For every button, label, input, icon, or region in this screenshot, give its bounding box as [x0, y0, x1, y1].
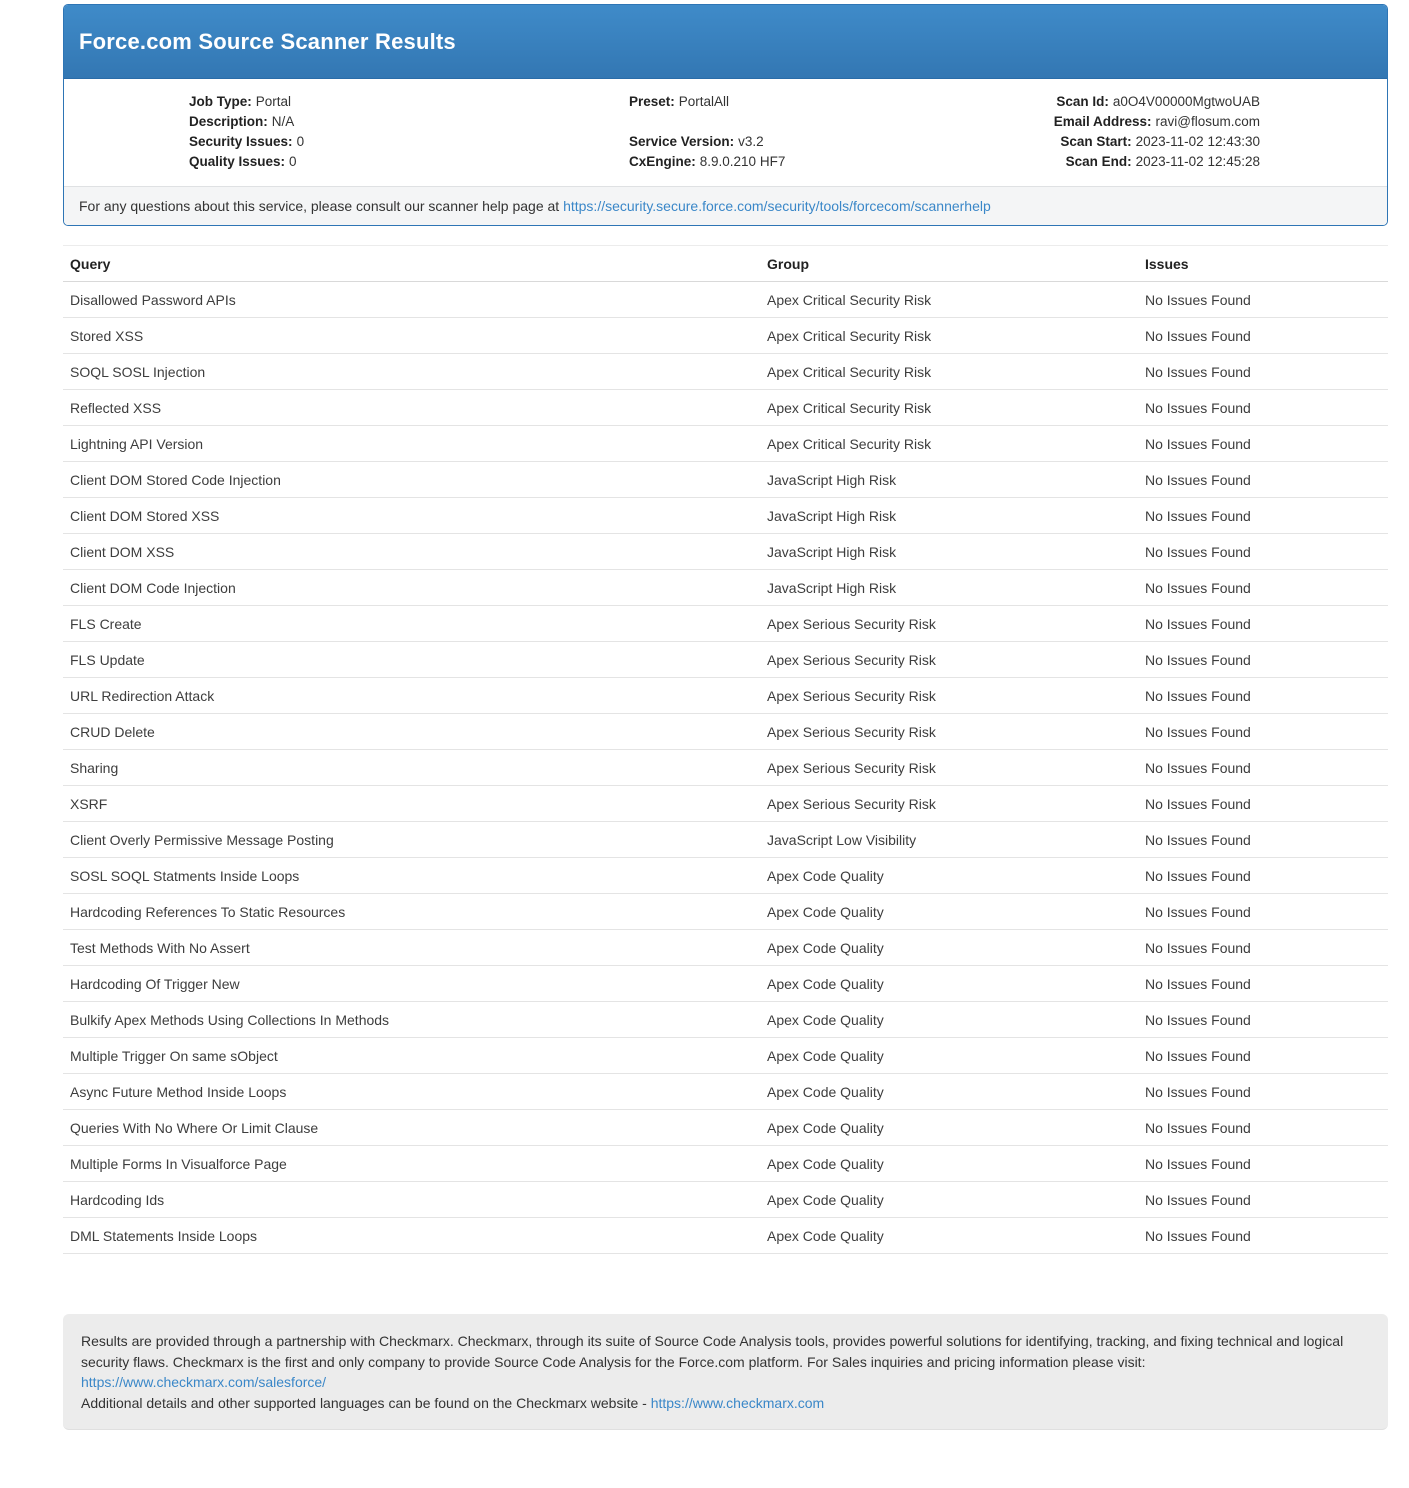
group-cell: Apex Critical Security Risk — [760, 318, 1138, 354]
group-cell: Apex Code Quality — [760, 1218, 1138, 1254]
table-row — [63, 1002, 1388, 1038]
help-note-text: For any questions about this service, please consult our scanner help page at — [79, 198, 564, 214]
meta-line — [629, 152, 1054, 172]
group-cell: Apex Serious Security Risk — [760, 786, 1138, 822]
query-cell: Hardcoding Ids — [63, 1182, 760, 1218]
group-cell: JavaScript High Risk — [760, 534, 1138, 570]
meta-value: 0 — [289, 154, 297, 169]
query-cell: Reflected XSS — [63, 390, 760, 426]
table-row — [63, 498, 1388, 534]
table-row — [63, 606, 1388, 642]
issues-cell: No Issues Found — [1138, 570, 1388, 606]
group-cell: Apex Serious Security Risk — [760, 606, 1138, 642]
panel-header — [64, 5, 1387, 79]
group-cell: Apex Code Quality — [760, 1002, 1138, 1038]
group-cell: Apex Serious Security Risk — [760, 642, 1138, 678]
checkmarx-paragraph-text: Results are provided through a partnership with Checkmarx. Checkmarx, through its suite of Source Code Analysis tools, provides powerful solutions for identifying, tracking, and fixing technical and logical security flaws. Checkmarx is the first and only company to provide Source Code Analysis for the Force.com platform. For Sales inquiries and pricing information please visit: — [81, 1333, 1344, 1370]
table-row — [63, 930, 1388, 966]
query-cell: XSRF — [63, 786, 760, 822]
query-cell: SOSL SOQL Statments Inside Loops — [63, 858, 760, 894]
group-cell: Apex Code Quality — [760, 858, 1138, 894]
help-note — [64, 186, 1387, 225]
issues-cell: No Issues Found — [1138, 858, 1388, 894]
query-cell: Multiple Trigger On same sObject — [63, 1038, 760, 1074]
meta-label: Service Version: — [629, 134, 735, 149]
issues-cell: No Issues Found — [1138, 894, 1388, 930]
issues-cell: No Issues Found — [1138, 462, 1388, 498]
meta-label: Scan End: — [1065, 154, 1132, 169]
issues-cell: No Issues Found — [1138, 822, 1388, 858]
meta-value: 2023-11-02 12:45:28 — [1135, 154, 1260, 169]
table-body — [63, 282, 1388, 1254]
query-cell: URL Redirection Attack — [63, 678, 760, 714]
meta-value: 2023-11-02 12:43:30 — [1135, 134, 1260, 149]
query-cell: Hardcoding Of Trigger New — [63, 966, 760, 1002]
meta-label: Preset: — [629, 94, 675, 109]
query-cell: Lightning API Version — [63, 426, 760, 462]
query-cell: Multiple Forms In Visualforce Page — [63, 1146, 760, 1182]
query-cell: Sharing — [63, 750, 760, 786]
meta-line — [1054, 152, 1260, 172]
issues-cell: No Issues Found — [1138, 390, 1388, 426]
meta-label: Security Issues: — [189, 134, 293, 149]
table-row — [63, 966, 1388, 1002]
issues-cell: No Issues Found — [1138, 714, 1388, 750]
table-row — [63, 1146, 1388, 1182]
issues-cell: No Issues Found — [1138, 750, 1388, 786]
table-row — [63, 750, 1388, 786]
table-row — [63, 1074, 1388, 1110]
issues-cell: No Issues Found — [1138, 1038, 1388, 1074]
meta-line — [189, 152, 629, 172]
meta-label: Job Type: — [189, 94, 252, 109]
query-cell: Client Overly Permissive Message Posting — [63, 822, 760, 858]
group-cell: Apex Critical Security Risk — [760, 426, 1138, 462]
checkmarx-site-link[interactable]: https://www.checkmarx.com — [650, 1394, 825, 1411]
group-cell: JavaScript Low Visibility — [760, 822, 1138, 858]
table-row — [63, 318, 1388, 354]
table-row — [63, 354, 1388, 390]
group-cell: Apex Serious Security Risk — [760, 714, 1138, 750]
group-cell: Apex Code Quality — [760, 966, 1138, 1002]
checkmarx-paragraph — [81, 1331, 1370, 1413]
group-cell: Apex Critical Security Risk — [760, 390, 1138, 426]
meta-line — [189, 92, 629, 112]
meta-value: 8.9.0.210 HF7 — [699, 154, 786, 169]
table-header-row — [63, 246, 1388, 282]
query-cell: Stored XSS — [63, 318, 760, 354]
meta-column-scan — [1054, 92, 1260, 172]
results-table-section — [63, 245, 1388, 1254]
query-cell: Hardcoding References To Static Resources — [63, 894, 760, 930]
table-row — [63, 642, 1388, 678]
table-row — [63, 822, 1388, 858]
issues-cell: No Issues Found — [1138, 642, 1388, 678]
table-row — [63, 570, 1388, 606]
query-cell: Client DOM Stored XSS — [63, 498, 760, 534]
meta-label: Scan Id: — [1056, 94, 1109, 109]
column-header-group: Group — [760, 246, 1138, 282]
table-row — [63, 678, 1388, 714]
table-row — [63, 1038, 1388, 1074]
meta-value: 0 — [296, 134, 305, 149]
issues-cell: No Issues Found — [1138, 282, 1388, 318]
issues-cell: No Issues Found — [1138, 426, 1388, 462]
table-row — [63, 894, 1388, 930]
issues-cell: No Issues Found — [1138, 678, 1388, 714]
table-row — [63, 1218, 1388, 1254]
meta-label: Quality Issues: — [189, 154, 286, 169]
column-header-issues: Issues — [1138, 246, 1388, 282]
page-title: Force.com Source Scanner Results — [79, 28, 456, 54]
group-cell: Apex Code Quality — [760, 1038, 1138, 1074]
group-cell: Apex Code Quality — [760, 1182, 1138, 1218]
meta-line — [629, 92, 1054, 112]
issues-cell: No Issues Found — [1138, 1218, 1388, 1254]
issues-cell: No Issues Found — [1138, 498, 1388, 534]
query-cell: Client DOM XSS — [63, 534, 760, 570]
scanner-help-link[interactable]: https://security.secure.force.com/security/tools/forcecom/scannerhelp — [563, 198, 991, 214]
group-cell: Apex Code Quality — [760, 894, 1138, 930]
meta-label: Description: — [189, 114, 268, 129]
meta-line — [1054, 92, 1260, 112]
checkmarx-note — [63, 1314, 1388, 1430]
issues-cell: No Issues Found — [1138, 354, 1388, 390]
meta-line — [1054, 112, 1260, 132]
meta-line — [189, 112, 629, 132]
checkmarx-salesforce-link[interactable]: https://www.checkmarx.com/salesforce/ — [81, 1374, 327, 1390]
table-row — [63, 426, 1388, 462]
issues-cell: No Issues Found — [1138, 930, 1388, 966]
table-row — [63, 1110, 1388, 1146]
meta-label: Email Address: — [1053, 114, 1152, 129]
scan-summary-panel — [63, 4, 1388, 226]
group-cell: Apex Serious Security Risk — [760, 678, 1138, 714]
query-cell: FLS Create — [63, 606, 760, 642]
meta-value: Portal — [255, 94, 292, 109]
meta-line — [629, 132, 1054, 152]
issues-cell: No Issues Found — [1138, 786, 1388, 822]
column-header-query: Query — [63, 246, 760, 282]
issues-cell: No Issues Found — [1138, 966, 1388, 1002]
group-cell: Apex Code Quality — [760, 1110, 1138, 1146]
group-cell: Apex Serious Security Risk — [760, 750, 1138, 786]
group-cell: JavaScript High Risk — [760, 462, 1138, 498]
issues-cell: No Issues Found — [1138, 1182, 1388, 1218]
meta-column-preset — [629, 92, 1054, 172]
query-cell: Async Future Method Inside Loops — [63, 1074, 760, 1110]
query-cell: Client DOM Code Injection — [63, 570, 760, 606]
meta-line — [629, 112, 1054, 132]
table-row — [63, 1182, 1388, 1218]
table-row — [63, 534, 1388, 570]
table-row — [63, 390, 1388, 426]
checkmarx-additional-text: Additional details and other supported languages can be found on the Checkmarx website - — [81, 1394, 651, 1411]
table-row — [63, 714, 1388, 750]
group-cell: Apex Code Quality — [760, 1074, 1138, 1110]
meta-value: ravi@flosum.com — [1155, 114, 1260, 129]
results-table — [63, 245, 1388, 1254]
query-cell: Bulkify Apex Methods Using Collections In Methods — [63, 1002, 760, 1038]
group-cell: JavaScript High Risk — [760, 570, 1138, 606]
issues-cell: No Issues Found — [1138, 318, 1388, 354]
table-row — [63, 462, 1388, 498]
meta-column-job — [189, 92, 629, 172]
query-cell: Queries With No Where Or Limit Clause — [63, 1110, 760, 1146]
query-cell: Test Methods With No Assert — [63, 930, 760, 966]
issues-cell: No Issues Found — [1138, 606, 1388, 642]
issues-cell: No Issues Found — [1138, 534, 1388, 570]
group-cell: Apex Critical Security Risk — [760, 354, 1138, 390]
table-row — [63, 282, 1388, 318]
query-cell: SOQL SOSL Injection — [63, 354, 760, 390]
group-cell: Apex Code Quality — [760, 1146, 1138, 1182]
query-cell: FLS Update — [63, 642, 760, 678]
issues-cell: No Issues Found — [1138, 1146, 1388, 1182]
meta-value: N/A — [271, 114, 295, 129]
meta-label: Scan Start: — [1060, 134, 1132, 149]
query-cell: Disallowed Password APIs — [63, 282, 760, 318]
query-cell: Client DOM Stored Code Injection — [63, 462, 760, 498]
group-cell: Apex Critical Security Risk — [760, 282, 1138, 318]
table-row — [63, 858, 1388, 894]
group-cell: Apex Code Quality — [760, 930, 1138, 966]
group-cell: JavaScript High Risk — [760, 498, 1138, 534]
issues-cell: No Issues Found — [1138, 1002, 1388, 1038]
query-cell: DML Statements Inside Loops — [63, 1218, 760, 1254]
issues-cell: No Issues Found — [1138, 1074, 1388, 1110]
issues-cell: No Issues Found — [1138, 1110, 1388, 1146]
meta-grid — [64, 92, 1387, 172]
meta-value: v3.2 — [738, 134, 764, 149]
meta-line — [1054, 132, 1260, 152]
meta-value: a0O4V00000MgtwoUAB — [1112, 94, 1260, 109]
meta-line — [189, 132, 629, 152]
scan-meta-section — [64, 79, 1387, 186]
table-row — [63, 786, 1388, 822]
meta-value: PortalAll — [678, 94, 730, 109]
query-cell: CRUD Delete — [63, 714, 760, 750]
meta-label: CxEngine: — [629, 154, 696, 169]
